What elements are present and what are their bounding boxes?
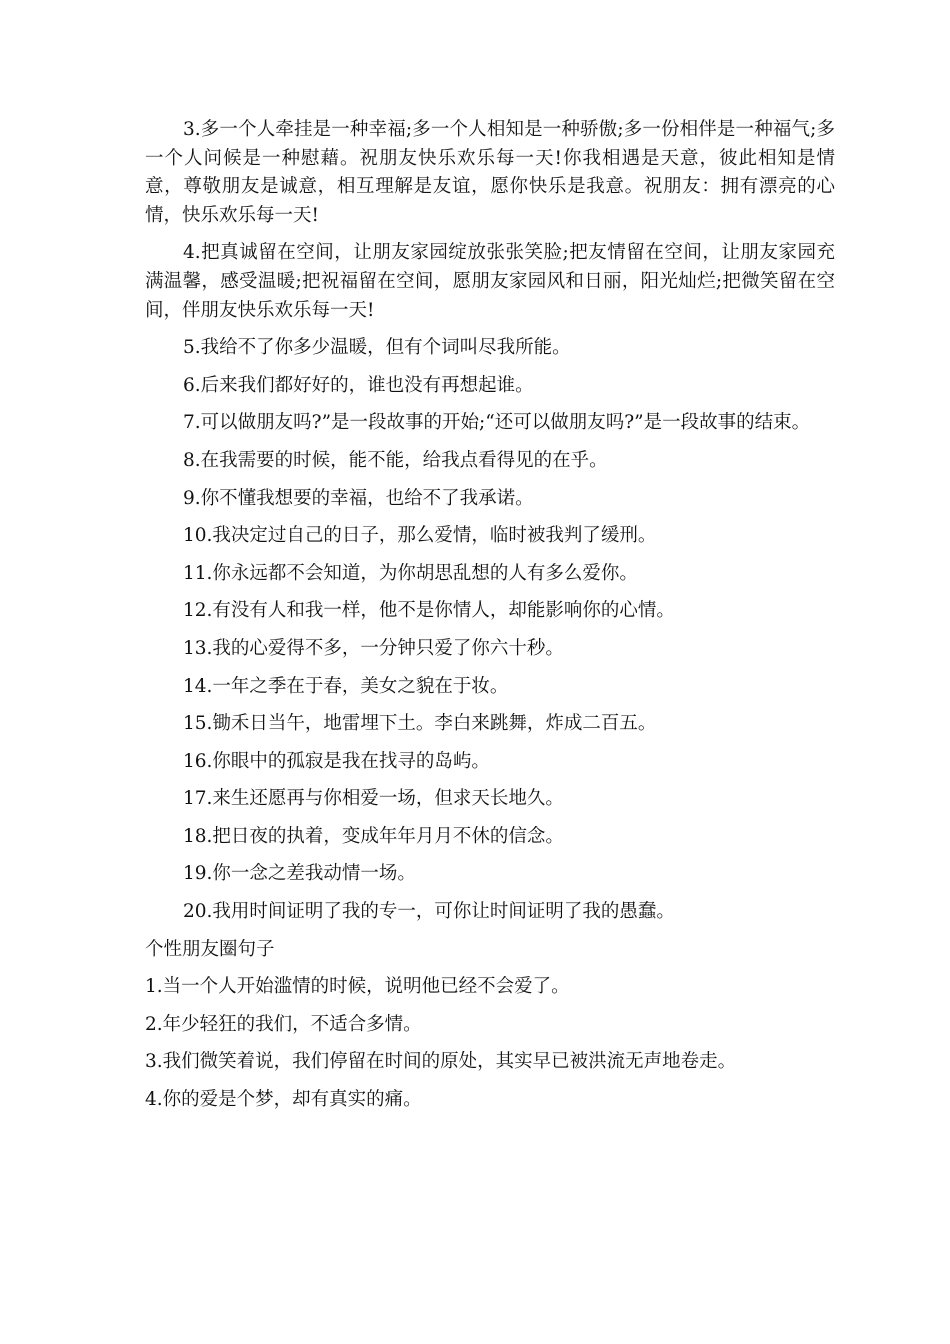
paragraph-20: 20.我用时间证明了我的专一，可你让时间证明了我的愚蠢。 — [183, 901, 675, 923]
paragraph-8: 8.在我需要的时候，能不能，给我点看得见的在乎。 — [183, 449, 608, 471]
section-item-2: 2.年少轻狂的我们，不适合多情。 — [145, 1013, 422, 1035]
section-item-3: 3.我们微笑着说，我们停留在时间的原处，其实早已被洪流无声地卷走。 — [145, 1051, 737, 1073]
paragraph-3: 3.多一个人牵挂是一种幸福;多一个人相知是一种骄傲;多一份相伴是一种福气;多一个人问候是一种慰藉。祝朋友快乐欢乐每一天!你我相遇是天意，彼此相知是情意，尊敬朋友是诚意，相互理解是友谊，愿你快乐是我意。祝朋友：拥有漂亮的心情，快乐欢乐每一天! — [145, 119, 836, 226]
paragraph-13: 13.我的心爱得不多，一分钟只爱了你六十秒。 — [183, 637, 564, 659]
paragraph-4: 4.把真诚留在空间，让朋友家园绽放张张笑脸;把友情留在空间，让朋友家园充满温馨，感受温暖;把祝福留在空间，愿朋友家园风和日丽，阳光灿烂;把微笑留在空间，伴朋友快乐欢乐每一天! — [145, 242, 835, 321]
paragraph-5: 5.我给不了你多少温暖，但有个词叫尽我所能。 — [183, 337, 571, 359]
document-body — [145, 116, 835, 1124]
paragraph-14: 14.一年之季在于春，美女之貌在于妆。 — [183, 675, 509, 697]
paragraph-18: 18.把日夜的执着，变成年年月月不休的信念。 — [183, 825, 564, 847]
paragraph-19: 19.你一念之差我动情一场。 — [183, 863, 416, 885]
paragraph-6: 6.后来我们都好好的，谁也没有再想起谁。 — [183, 374, 534, 396]
paragraph-12: 12.有没有人和我一样，他不是你情人，却能影响你的心情。 — [183, 600, 675, 622]
section-item-4: 4.你的爱是个梦，却有真实的痛。 — [145, 1089, 422, 1111]
paragraph-10: 10.我决定过自己的日子，那么爱情，临时被我判了缓刑。 — [183, 525, 657, 547]
paragraph-15: 15.锄禾日当午，地雷埋下土。李白来跳舞，炸成二百五。 — [183, 713, 657, 735]
paragraph-17: 17.来生还愿再与你相爱一场，但求天长地久。 — [183, 788, 564, 810]
paragraph-16: 16.你眼中的孤寂是我在找寻的岛屿。 — [183, 750, 490, 772]
paragraph-9: 9.你不懂我想要的幸福，也给不了我承诺。 — [183, 487, 534, 509]
section-heading: 个性朋友圈句子 — [145, 938, 275, 960]
paragraph-11: 11.你永远都不会知道，为你胡思乱想的人有多么爱你。 — [183, 562, 638, 584]
section-item-1: 1.当一个人开始滥情的时候，说明他已经不会爱了。 — [145, 976, 570, 998]
paragraph-7: 7.可以做朋友吗?”是一段故事的开始;“还可以做朋友吗?”是一段故事的结束。 — [183, 412, 811, 434]
